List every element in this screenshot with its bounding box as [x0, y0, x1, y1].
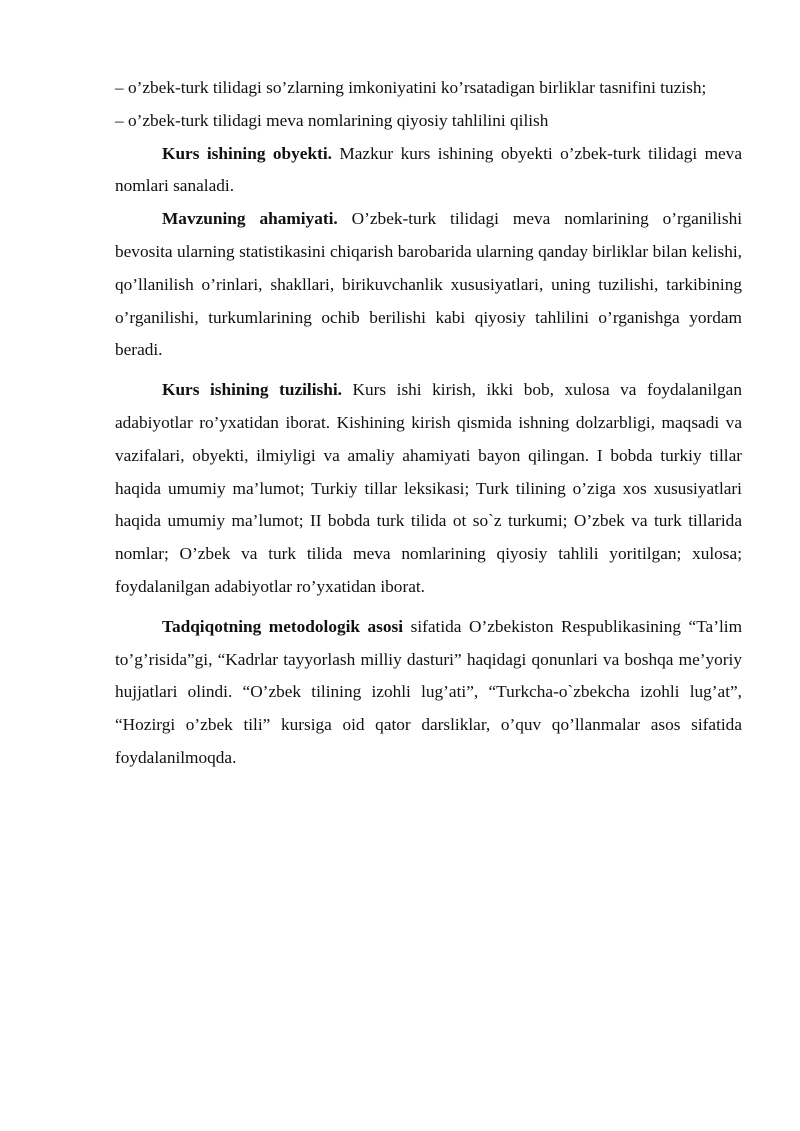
- document-page: [115, 72, 742, 775]
- paragraph-heading: Mavzuning ahamiyati.: [162, 209, 338, 229]
- list-item: – o’zbek-turk tilidagi so’zlarning imkoniyatini ko’rsatadigan birliklar tasnifini tuzish;: [115, 78, 707, 97]
- paragraph-text: O’zbek-turk tilidagi meva nomlarining o’rganilishi bevosita ularning statistikasini chiqarish barobarida ularning qanday birliklar bilan kelishi, qo’llanilish o’rinlari, shakllari, birikuvchanlik xususiyatlari, uning tuzilishi, tarkibining o’rganilishi, turkumlarining ochib berilishi kabi qiyosiy tahlilini o’rganishga yordam beradi.: [115, 209, 743, 360]
- paragraph-heading: Tadqiqotning metodologik asosi: [162, 616, 404, 636]
- paragraph-text: sifatida O’zbekiston Respublikasining “Ta’lim to’g’risida”gi, “Kadrlar tayyorlash milliy dasturi” haqidagi qonunlari va boshqa me’yoriy hujjatlari olindi. “O’zbek tilining izohli lug’ati”, “Turkcha-o`zbekcha izohli lug’at”, “Hozirgi o’zbek tili” kursiga oid qator darsliklar, o’quv qo’llanmalar asos sifatida foydalanilmoqda.: [115, 616, 743, 767]
- paragraph-text: Kurs ishi kirish, ikki bob, xulosa va foydalanilgan adabiyotlar ro’yxatidan iborat. Kishining kirish qismida ishning dolzarbligi, maqsadi va vazifalari, obyekti, ilmiyligi va amaliy ahamiyati bayon qilingan. I bobda turkiy tillar haqida umumiy ma’lumot; Turkiy tillar leksikasi; Turk tilining o’ziga xos xususiyatlari haqida umumiy ma’lumot; II bobda turk tilida ot so`z turkumi; O’zbek va turk tillarida nomlar; O’zbek va turk tilida meva nomlarining qiyosiy tahlili yoritilgan; xulosa; foydalanilgan adabiyotlar ro’yxatidan iborat.: [115, 380, 742, 596]
- paragraph-methodology: [115, 611, 742, 775]
- paragraph-text: Mazkur kurs ishining obyekti o’zbek-turk tilidagi meva nomlari sanaladi.: [115, 143, 742, 196]
- paragraph-course-structure: [115, 374, 742, 604]
- paragraph-heading: Kurs ishining obyekti.: [162, 143, 332, 163]
- paragraph-heading: Kurs ishining tuzilishi.: [162, 380, 342, 400]
- list-item: – o’zbek-turk tilidagi meva nomlarining qiyosiy tahlilini qilish: [115, 110, 549, 130]
- paragraph-course-object: [115, 138, 742, 204]
- paragraph-topic-importance: [115, 203, 742, 367]
